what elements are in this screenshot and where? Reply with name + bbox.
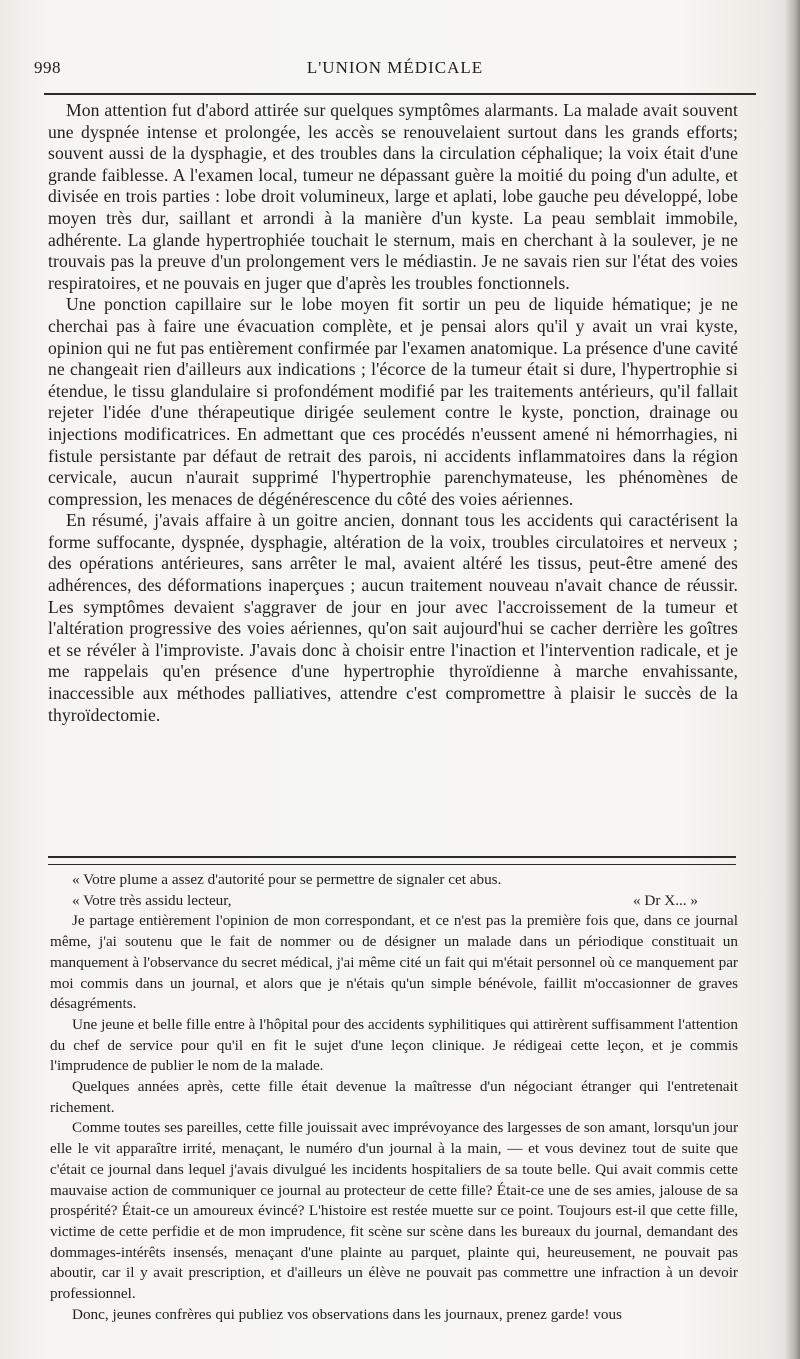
header-rule — [44, 93, 756, 95]
article-paragraph: En résumé, j'avais affaire à un goitre ancien, donnant tous les accidents qui caractérisent la forme suffocante, dyspnée, dysphagie, altération de la voix, troubles circulatoires et nerveux ; des opérations antérieures, sans arrêter le mal, avaient altéré les tissus, peut-être amené des adhérences, des déformations inaperçues ; aucun traitement nouveau n'avait chance de réussir. Les symptômes devaient s'aggraver de jour en jour avec l'accroissement de la tumeur et l'altération progressive des voies aériennes, qu'on sait aujourd'hui se cacher derrière les goîtres et se révéler à l'improviste. J'avais donc à choisir entre l'inaction et l'intervention radicale, et je me rappelais qu'en présence d'une hypertrophie thyroïdienne à marche envahissante, inaccessible aux méthodes palliatives, attendre c'est compromettre à plaisir le succès de la thyroïdectomie. — [48, 510, 738, 725]
page-edge-shadow — [786, 0, 800, 1359]
feuilleton-paragraph: Donc, jeunes confrères qui publiez vos observations dans les journaux, prenez garde! vous — [72, 1305, 622, 1323]
feuilleton-paragraph: Je partage entièrement l'opinion de mon correspondant, et ce n'est pas la première fois que, dans ce journal même, j'ai soutenu que le fait de nommer ou de désigner un malade dans un périodique constituait un manquement à l'observance du secret médical, j'ai même cité un fait qui m'était personnel où ce manquement par moi commis dans un journal, et alors que je n'étais qu'un simple bénévole, faillit m'occasionner de graves désagréments. — [50, 912, 738, 1013]
page-number: 998 — [34, 58, 61, 77]
feuilleton-paragraph: Comme toutes ses pareilles, cette fille jouissait avec imprévoyance des largesses de son amant, lorsqu'un jour elle le vit apparaître irrité, menaçant, le numéro d'un journal à la main, — et vous devinez tout de suite que c'était ce journal dans lequel j'avais divulgué les incidents hospitaliers de sa toute belle. Qui avait commis cette mauvaise action de communiquer ce journal au protecteur de cette fille? Était-ce une de ses amies, jalouse de sa prospérité? Était-ce un amoureux évincé? L'histoire est restée muette sur ce point. Toujours est-il que cette fille, victime de cette perfidie et de mon imprudence, fit scène sur scène dans les bureaux du journal, demandant des dommages-intérêts insensés, menaçant d'une plainte au parquet, plainte qui, heureusement, ne pouvait pas aboutir, car il y avait prescription, et d'ailleurs un élève ne pouvait pas commettre une infraction à un devoir professionnel. — [50, 1119, 738, 1303]
feuilleton-paragraph: Une jeune et belle fille entre à l'hôpital pour des accidents syphilitiques qui attirèrent suffisamment l'attention du chef de service pour qu'il en fit le sujet d'une leçon clinique. Je rédigeai cette leçon, et je commis l'imprudence de publier le nom de la malade. — [50, 1015, 738, 1075]
journal-title: L'UNION MÉDICALE — [306, 58, 484, 77]
feuilleton-paragraph: Quelques années après, cette fille était devenue la maîtresse d'un négociant étranger qui l'entretenait richement. — [50, 1078, 738, 1116]
letter-closing: « Votre très assidu lecteur, — [72, 891, 232, 909]
letter-quote-line: « Votre plume a assez d'autorité pour se permettre de signaler cet abus. — [72, 871, 502, 888]
feuilleton-section — [50, 870, 738, 1325]
page-header — [34, 58, 756, 82]
feuilleton-divider — [48, 856, 736, 865]
letter-signature: « Dr X... » — [633, 891, 698, 909]
article-paragraph: Mon attention fut d'abord attirée sur quelques symptômes alarmants. La malade avait souvent une dyspnée intense et prolongée, les accès se renouvelaient surtout dans les grands efforts; souvent aussi de la dysphagie, et des troubles dans la circulation céphalique; la voix était d'une grande faiblesse. A l'examen local, tumeur ne dépassant guère la moitié du poing d'un adulte, et divisée en trois parties : lobe droit volumineux, large et aplati, lobe gauche peu développé, lobe moyen très dur, saillant et arrondi à la manière d'un kyste. La peau semblait immobile, adhérente. La glande hypertrophiée touchait le sternum, mais en cherchant à la soulever, je ne trouvais pas la preuve d'un prolongement vers le médiastin. Je ne savais rien sur l'état des voies respiratoires, et ne pouvais en juger que d'après les troubles fonctionnels. — [48, 100, 738, 293]
article-body — [48, 100, 738, 726]
article-paragraph: Une ponction capillaire sur le lobe moyen fit sortir un peu de liquide hématique; je ne cherchai pas à faire une évacuation complète, et je pensai alors qu'il y avait un vrai kyste, opinion qui ne fut pas entièrement confirmée par l'examen anatomique. La présence d'une cavité ne changeait rien d'ailleurs aux indications ; l'écorce de la tumeur était si dure, l'hypertrophie si étendue, le tissu glandulaire si profondément modifié par les traitements antérieurs, qu'il fallait rejeter l'idée d'une thérapeutique dirigée seulement contre le kyste, ponction, drainage ou injections modificatrices. En admettant que ces procédés n'eussent amené ni hémorrhagies, ni fistule persistante par défaut de retrait des parois, ni accidents inflammatoires dans la région cervicale, aucun n'aurait supprimé l'hypertrophie parenchymateuse, les phénomènes de compression, les menaces de dégénérescence du côté des voies aériennes. — [48, 294, 738, 509]
letter-signoff — [50, 891, 738, 912]
